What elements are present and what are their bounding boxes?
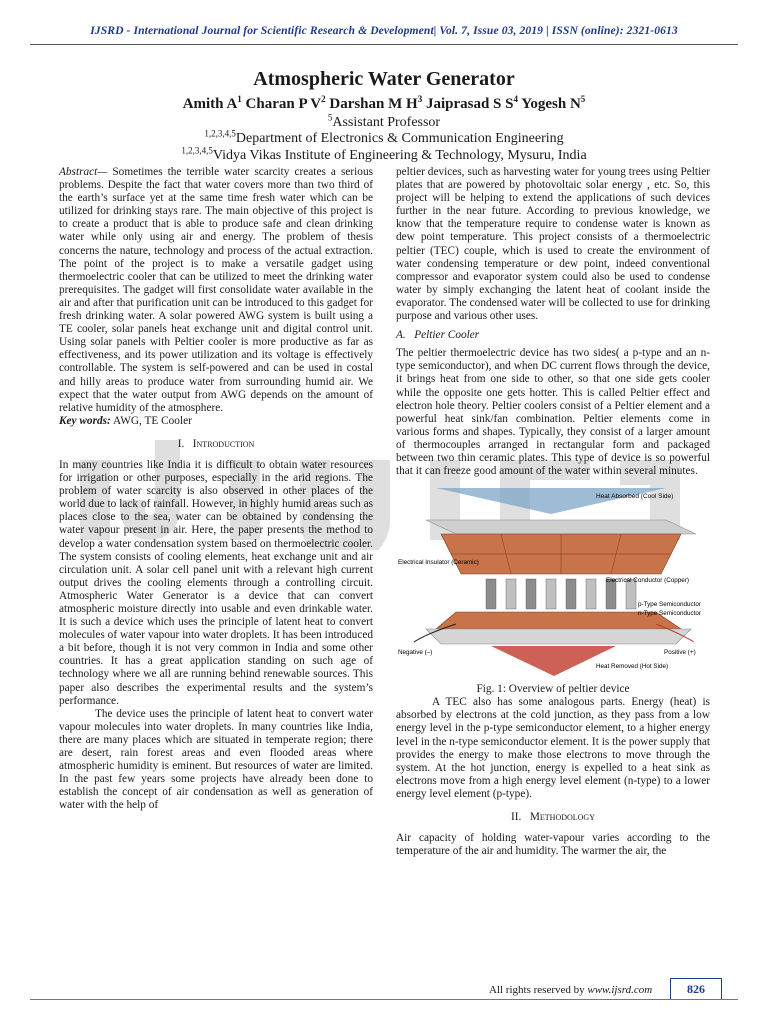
intro-paragraph-3: peltier devices, such as harvesting water for young trees using Peltier plates that are powered by photovoltaic solar energy , etc. So, this project will be helping to extend the applications of such devices further in the near future. According to previous knowledge, we know that the temperature require to condense water is known as dew point temperature. This project consists of a thermoelectric peltier (TEC) couple, which is used to create the environment of water condensing temperature or dew point, indeed conventional compressor and evaporator system could also be used to condense water by simply exchanging the latent heat of coolant inside the evaporator. The condensed water will be collected to use for drinking purpose and various other uses. [396, 166, 710, 323]
heat-removed-arrow-icon [491, 646, 616, 676]
label-n-type: n-Type Semiconductor [638, 610, 701, 618]
tec-paragraph: A TEC also has some analogous parts. Energy (heat) is absorbed by electrons at the cold junction, as they pass from a low energy level in the p-type semiconductor element, to a higher energy level in the n-type semiconductor element. It is the power supply that provides the energy to make those electrons to move through the system. At the hot junction, energy is expelled to a heat sink as electrons move from a high energy level element (n-type) to a lower energy level element (p-type). [396, 696, 710, 800]
author-sup: 3 [417, 94, 423, 104]
label-heat-removed: Heat Removed (Hot Side) [596, 663, 669, 671]
author-sup: 1 [237, 94, 242, 104]
label-heat-absorbed: Heat Absorbed (Cool Side) [596, 493, 674, 501]
author-sup: 2 [321, 94, 326, 104]
keywords [59, 415, 373, 428]
section-title: Introduction [192, 437, 255, 450]
inst-sup: 1,2,3,4,5 [181, 145, 213, 156]
section-heading-introduction [59, 438, 373, 451]
left-column [59, 166, 373, 813]
subsection-label: A. [396, 329, 406, 342]
abstract-label: Abstract— [59, 166, 108, 178]
section-heading-methodology [396, 811, 710, 824]
intro-paragraph-1: In many countries like India it is difficult to obtain water resources for irrigation or other purposes, especially in the arid regions. The problem of water scarcity is also observed in other places of the world due to lack of rainfall. However, in highly humid areas such as places close to the sea, water can be obtained by condensing the water vapour present in air. Here, the paper presents the method to develop a water condensation system based on thermoelectric cooler. The system consists of cooling elements, heat exchange unit and air circulation unit. A solar cell panel unit with a relevant high current output drives the cooling elements through a controlling circuit. Atmospheric Water Generator is a device that can convert atmospheric moisture directly into usable and even drinkable water. It is such a device which uses the principle of latent heat to convert molecules of water vapour into water droplets. It has been introduced a bit before, though it is not very common in India and some other countries. It has a great application standing on such age of technology where we all are running behind renewable sources. This paper also describes the experimental results and the system’s performance. [59, 458, 373, 707]
peltier-paragraph: The peltier thermoelectric device has two sides( a p-type and an n-type semiconductor), and when DC current flows through the device, it brings heat from one side to other, so that one side gets cooler while the opposite one gets hotter. This is called Peltier effect and electron hole theory. Peltier coolers consist of a Peltier element and a powerful heat sink/fan combination. Peltier elements come in various forms and shapes. Typically, they consist of a larger amount of thermocouples arranged in rectangular form and packaged between two thin ceramic plates. This type of device is so powerful that it can freeze good amount of the water within several minutes. [396, 347, 710, 478]
author-sup: 4 [513, 94, 518, 104]
label-conductor: Electrical Conductor (Copper) [606, 577, 689, 585]
affiliation-institute [0, 145, 768, 164]
figure-caption: Fig. 1: Overview of peltier device [476, 683, 630, 696]
subsection-heading-peltier [396, 329, 710, 342]
right-column [396, 166, 710, 858]
keywords-text: AWG, TE Cooler [110, 414, 192, 427]
label-p-type: p-Type Semiconductor [638, 601, 701, 609]
author-name: Yogesh N [521, 96, 581, 112]
label-negative: Negative (–) [398, 649, 433, 657]
label-positive: Positive (+) [664, 649, 696, 657]
role-text: Assistant Professor [332, 115, 441, 130]
author-name: Charan P V [245, 96, 322, 112]
footer-rights [489, 984, 652, 996]
author-line [0, 96, 768, 113]
author-sup: 5 [580, 94, 586, 104]
author-name: Darshan M H [329, 96, 418, 112]
peltier-diagram [396, 484, 710, 679]
keywords-label: Key words: [59, 414, 111, 427]
section-title: Methodology [529, 811, 595, 823]
dept-text: Department of Electronics & Communication Engineering [235, 131, 564, 146]
inst-text: Vidya Vikas Institute of Engineering & Technology, Mysuru, India [212, 148, 587, 163]
methodology-paragraph: Air capacity of holding water-vapour varies according to the temperature of the air and humidity. The warmer the air, the [396, 832, 710, 858]
heat-absorbed-arrow-icon [436, 488, 666, 514]
author-name: Jaiprasad S S [425, 96, 514, 112]
figure-peltier-device [396, 484, 710, 679]
role-sup: 5 [327, 112, 333, 123]
paper-title: Atmospheric Water Generator [253, 68, 515, 90]
intro-paragraph-2: The device uses the principle of latent heat to convert water vapour molecules into water droplets. In many countries like India, there are many places which are situated in temperate region; there are desert, rain forest areas and even flooded areas where atmospheric humidity is eminent. But resources of water are limited. In the past few years some projects have already been done to establish the concept of air condensation as well as generation of water with the help of [59, 707, 373, 812]
top-ceramic-plate [426, 520, 696, 534]
label-insulator: Electrical Insulator (Ceramic) [398, 559, 479, 567]
section-number: II. [511, 811, 522, 823]
rights-text: All rights reserved by [489, 984, 588, 996]
subsection-title: Peltier Cooler [414, 329, 480, 342]
affiliation-dept [0, 128, 768, 147]
header-divider [30, 44, 738, 45]
footer-divider [30, 999, 738, 1000]
section-number: I. [177, 437, 185, 450]
abstract-text: Sometimes the terrible water scarcity creates a serious problems. Despite the fact that water covers more than two third of the earth’s surface yet at the same time fresh water which can be utilized for drinking stays rare. The main objective of this project is to create a product that is able to produce safe and clean drinking water while only using air and energy. The problem of thesis concerns the nature, technology and process of the actual extraction. The point of the project is to make a versatile gadget using thermoelectric cooler that can be utilized to meet the drinking water prerequisites. The gadget will first consolidate water available in the air and after that purification unit can be introduced to this gadget for fresh drinking water. A solar powered AWG system is built using a TE cooler, solar panels heat exchange unit and digital control unit. Using solar panels with Peltier cooler is more productive as far as effectiveness, and its power utilization and its voltage is effectively controllable. The system is self-powered and can be used in costal and hilly areas to produce water from surrounding humid air. We expect that the water output from AWG depends on the amount of relative humidity of the atmosphere. [59, 166, 373, 414]
author-name: Amith A [182, 96, 238, 112]
bottom-ceramic-plate [426, 629, 691, 644]
journal-header: IJSRD - International Journal for Scientific Research & Development| Vol. 7, Issue 03, 2019 | ISSN (online): 2321-0613 [90, 24, 678, 37]
dept-sup: 1,2,3,4,5 [204, 128, 236, 139]
abstract [59, 166, 373, 415]
author-role [0, 112, 768, 131]
journal-url-link[interactable]: www.ijsrd.com [587, 984, 653, 996]
page-number: 826 [670, 978, 722, 1000]
